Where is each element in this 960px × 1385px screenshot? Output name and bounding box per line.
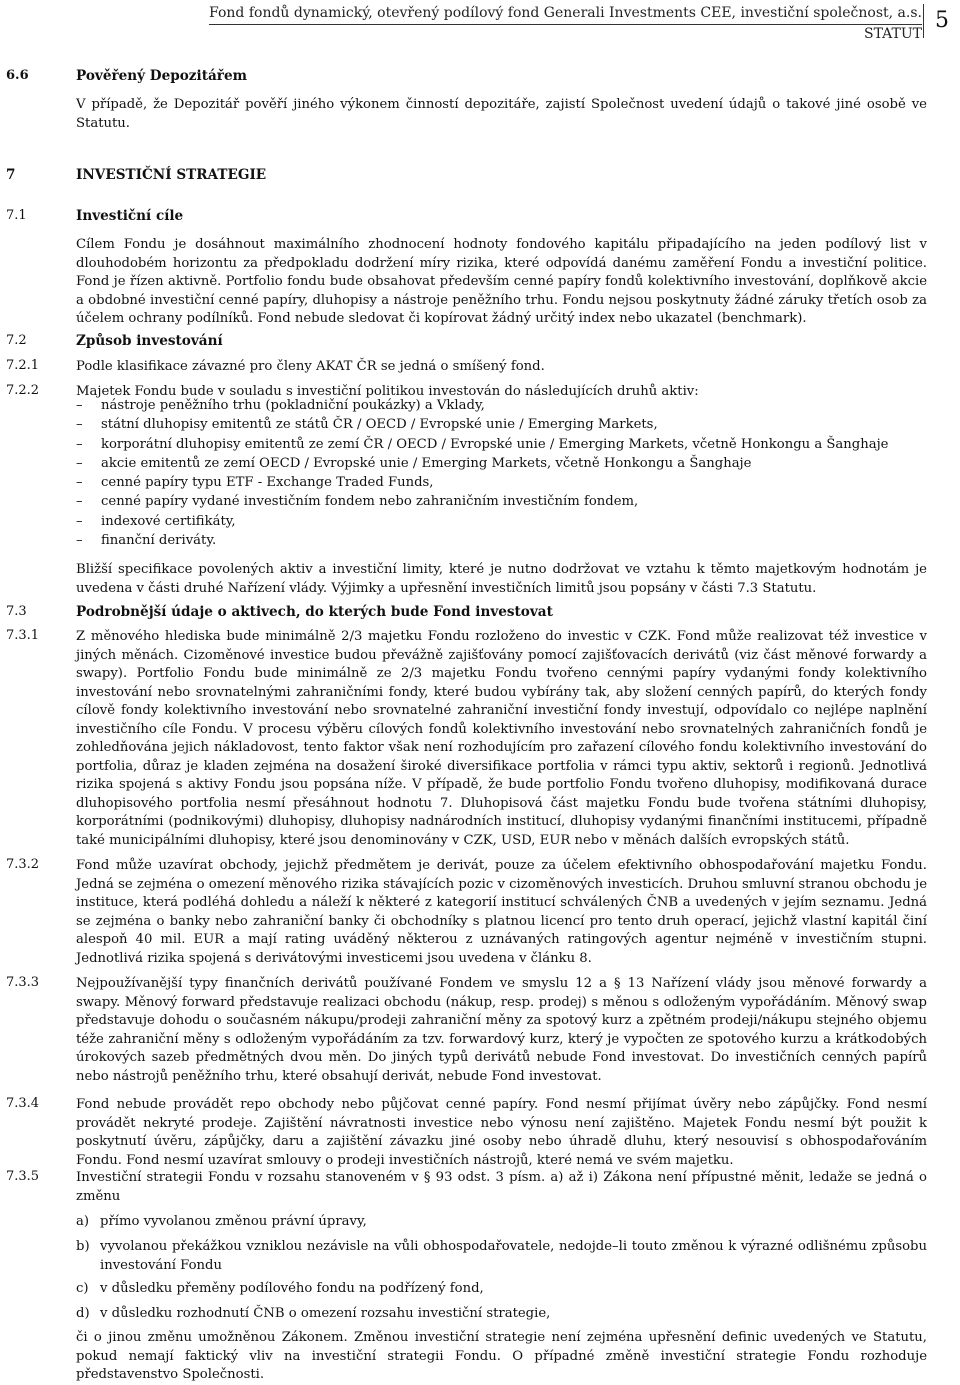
section-number: 7.3.2 (6, 857, 40, 872)
section-text: Fond může uzavírat obchody, jejichž předmětem je derivát, pouze za účelem efektivního obhospodařování majetku Fondu. Jedná se zejména o omezení měnového rizika stávajících pozic v cizoměnových investicích. Druhou smluvní stranou obchodu je instituce, která podléhá dohledu a náleží k některé z kategorií institucí schválených ČNB a uvedených v jejím seznamu. Jedná se zejména o banky nebo zahraniční banky či obchodníky s platnou licencí pro tento druh operací, jejichž vlastní kapitál činí alespoň 40 mil. EUR a mají rating uváděný některou z uznávaných ratingových agentur nejméně v investičním stupni. Jednotlivá rizika spojená s derivátovými investicemi jsou uvedena v článku 8. (76, 858, 927, 966)
section-text: Investiční strategii Fondu v rozsahu stanoveném v § 93 odst. 3 písm. a) až i) Zákona není přípustné měnit, ledaže se jedná o změnu (76, 1170, 927, 1204)
section-text: Nejpoužívanější typy finančních derivátů používané Fondem ve smyslu 12 a § 13 Nařízení vlády jsou měnové forwardy a swapy. Měnový forward představuje realizaci obchodu (nákup, resp. prodej) s měnou s odloženým vypořádáním. Měnový swap představuje dohodu o současném nákupu/prodeji zahraniční měny za spotový kurz a zpětném prodeji/nákupu stejného objemu téže zahraniční měny s odloženým vypořádáním za tzv. forwardový kurz, který je vypočten ze spotového kurzu a krátkodobých úrokových sazeb předmětných dvou měn. Do jiných typů derivátů nebude Fond investovat. Do investičních cenných papírů nebo nástrojů peněžního trhu, které obsahují derivát, nebude Fond investovat. (76, 976, 927, 1084)
page-header (209, 4, 922, 44)
chapter-title: INVESTIČNÍ STRATEGIE (76, 167, 267, 183)
section-text: Bližší specifikace povolených aktiv a investiční limity, které je nutno dodržovat ve vztahu k těmto majetkovým hodnotám je uvedena v části druhé Nařízení vlády. Výjimky a upřesnění investičních limitů jsou popsány v části 7.3 Statutu. (76, 562, 927, 596)
section-number: 7.3 (6, 604, 27, 619)
list-item: – cenné papíry typu ETF - Exchange Traded Funds, (76, 473, 888, 492)
section-number: 7.3.1 (6, 628, 40, 643)
item-label: c) (76, 1281, 89, 1296)
chapter-number: 7 (6, 167, 16, 183)
list-item (76, 1305, 927, 1324)
item-label: b) (76, 1239, 90, 1254)
section-text: Majetek Fondu bude v souladu s investiční politikou investován do následujících druhů aktiv: (76, 384, 699, 399)
item-text: vyvolanou překážkou vzniklou nezávisle na vůli obhospodařovatele, nedojde–li touto změnou k výrazné odlišnému způsobu investování Fondu (100, 1239, 927, 1273)
list-item: – finanční deriváty. (76, 531, 888, 550)
section-text: či o jinou změnu umožněnou Zákonem. Změnou investiční strategie není zejména upřesnění definic uvedených ve Statutu, pokud nemají faktický vliv na investiční strategii Fondu. O případné změně investiční strategie Fondu rozhoduje představenstvo Společnosti. (76, 1330, 927, 1382)
section-text: Fond nebude provádět repo obchody nebo půjčovat cenné papíry. Fond nesmí přijímat úvěry nebo zápůjčky. Fond nesmí provádět nekryté prodeje. Zajištění návratnosti investice nebo výnosu není zajištěno. Majetek Fondu nesmí být použit k poskytnutí úvěru, zápůjčky, daru a zajištění závazku jiné osoby nebo úhradě dluhu, který nesouvisí s obhospodařováním Fondu. Fond nesmí uzavírat smlouvy o prodeji investičních nástrojů, které nemá ve svém majetku. (76, 1097, 927, 1168)
section-number: 7.2.2 (6, 383, 40, 398)
list-item: – korporátní dluhopisy emitentů ze zemí ČR / OECD / Evropské unie / Emerging Markets, včetně Honkongu a Šanghaje (76, 435, 888, 454)
item-text: přímo vyvolanou změnou právní úpravy, (100, 1214, 367, 1229)
header-title: Fond fondů dynamický, otevřený podílový fond Generali Investments CEE, investiční společnost, a.s. (209, 4, 922, 25)
section-title: Podrobnější údaje o aktivech, do kterých bude Fond investovat (76, 604, 553, 620)
item-text: v důsledku rozhodnutí ČNB o omezení rozsahu investiční strategie, (100, 1306, 551, 1321)
list-item: – nástroje peněžního trhu (pokladniční poukázky) a Vklady, (76, 396, 888, 415)
section-number: 7.3.5 (6, 1169, 40, 1184)
list-item: – státní dluhopisy emitentů ze států ČR / OECD / Evropské unie / Emerging Markets, (76, 415, 888, 434)
section-text: Podle klasifikace závazné pro členy AKAT ČR se jedná o smíšený fond. (76, 359, 545, 374)
section-title: Způsob investování (76, 333, 223, 349)
item-label: d) (76, 1306, 90, 1321)
section-number: 7.2.1 (6, 358, 40, 373)
list-item (76, 1213, 927, 1232)
section-title: Pověřený Depozitářem (76, 68, 247, 84)
section-title: Investiční cíle (76, 208, 184, 224)
section-number: 7.1 (6, 208, 27, 223)
section-number: 7.3.3 (6, 975, 40, 990)
header-subtitle: STATUT (864, 26, 922, 42)
page-number: 5 (923, 4, 956, 38)
section-number: 7.2 (6, 333, 27, 348)
list-item (76, 1238, 927, 1275)
section-number: 6.6 (6, 68, 29, 83)
item-label: a) (76, 1214, 90, 1229)
list-item: – cenné papíry vydané investičním fondem nebo zahraničním investičním fondem, (76, 492, 888, 511)
list-item (76, 1280, 927, 1299)
section-number: 7.3.4 (6, 1096, 40, 1111)
asset-list (76, 396, 888, 550)
list-item: – akcie emitentů ze zemí OECD / Evropské unie / Emerging Markets, včetně Honkongu a Šanghaje (76, 454, 888, 473)
item-text: v důsledku přeměny podílového fondu na podřízený fond, (100, 1281, 484, 1296)
section-text: Z měnového hlediska bude minimálně 2/3 majetku Fondu rozloženo do investic v CZK. Fond může realizovat též investice v jiných měnách. Cizoměnové investice budou převážně zajišťovány pomocí zajišťovacích derivátů (viz část měnové forwardy a swapy). Portfolio Fondu bude minimálně ze 2/3 majetku Fondu tvořeno cennými papíry vydanými fondy kolektivního investování nebo srovnatelnými zahraničními fondy, které budou vybírány tak, aby složení cenných papírů, do kterých fondy cílově fondy kolektivního investování nebo srovnatelné zahraniční investiční fondy investují, odpovídalo co nejlépe naplnění investičního cíle Fondu. V procesu výběru cílových fondů kolektivního investování nebo srovnatelných zahraničních fondů je zohledňována jejich nákladovost, tento faktor však není rozhodujícím pro zařazení cílového fondu kolektivního investování do portfolia, důraz je kladen zejména na dosažení široké diversifikace portfolia v rámci typu aktiv, sektorů i regionů. Jednotlivá rizika spojená s aktivy Fondu jsou popsána níže. V případě, že bude portfolio Fondu tvořeno dluhopisy, modifikovaná durace dluhopisového portfolia nesmí přesáhnout hodnotu 7. Dluhopisová část majetku Fondu bude tvořena státními dluhopisy, korporátními (podnikovými) dluhopisy, dluhopisy nadnárodních institucí, dluhopisy vydanými finančními institucemi, případně také municipálními dluhopisy, které jsou denominovány v CZK, USD, EUR nebo v měnách dalších evropských států. (76, 629, 927, 848)
section-text: Cílem Fondu je dosáhnout maximálního zhodnocení hodnoty fondového kapitálu připadajícího na jeden podílový list v dlouhodobém horizontu za předpokladu dodržení míry rizika, které odpovídá danému zaměření Fondu a investiční politice. Fond je řízen aktivně. Portfolio fondu bude obsahovat především cenné papíry fondů kolektivního investování, doplňkově akcie a obdobné investiční cenné papíry, dluhopisy a nástroje peněžního trhu. Fondu nejsou poskytnuty žádné záruky třetích osob za účelem ochrany podílníků. Fond nebude sledovat či kopírovat žádný určitý index nebo ukazatel (benchmark). (76, 237, 927, 326)
section-text: V případě, že Depozitář pověří jiného výkonem činností depozitáře, zajistí Společnost uvedení údajů o takové jiné osobě ve Statutu. (76, 97, 927, 131)
list-item: – indexové certifikáty, (76, 512, 888, 531)
